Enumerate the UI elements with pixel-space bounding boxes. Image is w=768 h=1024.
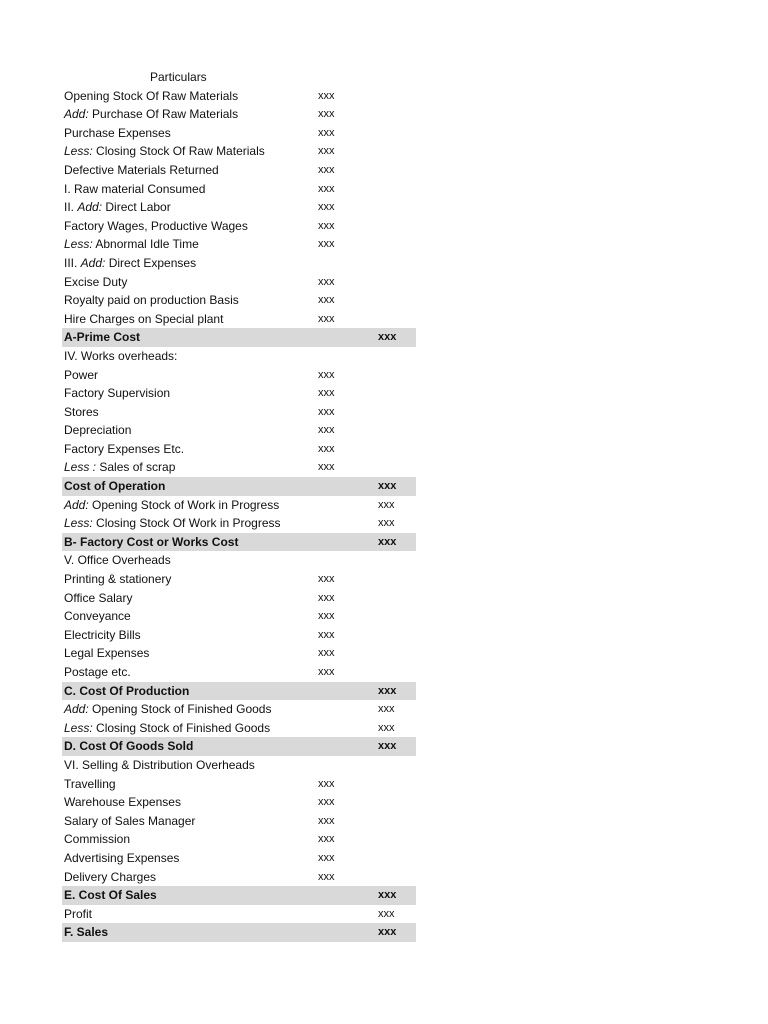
row-amount-col2: xxx — [378, 498, 395, 511]
table-row — [62, 180, 416, 199]
row-text: Purchase Of Raw Materials — [88, 107, 239, 122]
row-label — [62, 607, 318, 626]
row-label — [62, 124, 318, 143]
row-amount-col1: xxx — [318, 870, 335, 883]
row-text: III. Add: Direct Expenses — [64, 255, 197, 270]
row-label — [62, 793, 318, 812]
row-amount-col1: xxx — [318, 368, 335, 381]
row-text: Factory Supervision — [64, 386, 171, 401]
row-label — [62, 161, 318, 180]
row-amount-col1 — [318, 551, 378, 570]
row-amount-col1 — [318, 254, 378, 273]
row-amount-col1 — [318, 328, 378, 347]
row-amount-col2 — [378, 551, 416, 570]
row-text: VI. Selling & Distribution Overheads — [64, 757, 255, 772]
row-label — [62, 310, 318, 329]
row-label — [62, 477, 318, 496]
row-amount-col2: xxx — [378, 535, 397, 548]
table-row — [62, 551, 416, 570]
row-label — [62, 589, 318, 608]
table-row — [62, 756, 416, 775]
row-prefix: Less: — [64, 237, 93, 252]
row-text: Salary of Sales Manager — [64, 813, 196, 828]
table-row — [62, 124, 416, 143]
row-amount-col1 — [318, 923, 378, 942]
row-label — [62, 403, 318, 422]
row-amount-col1: xxx — [318, 219, 335, 232]
row-label — [62, 663, 318, 682]
row-amount-col2 — [378, 180, 416, 199]
row-amount-col1: xxx — [318, 461, 335, 474]
table-row — [62, 570, 416, 589]
row-amount-col2 — [378, 198, 416, 217]
row-amount-col1: xxx — [318, 312, 335, 325]
row-amount-col1 — [318, 719, 378, 738]
row-amount-col2 — [378, 254, 416, 273]
row-text: II. Add: Direct Labor — [64, 200, 171, 215]
row-text: Opening Stock of Finished Goods — [88, 702, 272, 717]
row-text: Depreciation — [64, 423, 132, 438]
row-amount-col2: xxx — [378, 907, 395, 920]
row-text: Delivery Charges — [64, 869, 157, 884]
row-amount-col1: xxx — [318, 442, 335, 455]
row-amount-col2 — [378, 626, 416, 645]
row-amount-col2 — [378, 756, 416, 775]
row-label — [62, 682, 318, 701]
row-amount-col2 — [378, 403, 416, 422]
cost-sheet-table — [62, 68, 416, 942]
row-label — [62, 273, 318, 292]
row-amount-col2 — [378, 310, 416, 329]
table-row-total — [62, 328, 416, 347]
row-amount-col2 — [378, 384, 416, 403]
row-amount-col1: xxx — [318, 145, 335, 158]
row-label — [62, 198, 318, 217]
row-amount-col1: xxx — [318, 238, 335, 251]
row-amount-col1: xxx — [318, 833, 335, 846]
row-amount-col2 — [378, 830, 416, 849]
table-row — [62, 421, 416, 440]
row-text: Royalty paid on production Basis — [64, 293, 239, 308]
table-row-total — [62, 923, 416, 942]
row-text: Office Salary — [64, 590, 133, 605]
row-label — [62, 737, 318, 756]
row-text: IV. Works overheads: — [64, 348, 178, 363]
row-prefix: Less: — [64, 720, 93, 735]
table-row — [62, 700, 416, 719]
row-text: Cost of Operation — [64, 479, 166, 494]
row-amount-col2 — [378, 849, 416, 868]
row-label — [62, 756, 318, 775]
row-amount-col1: xxx — [318, 628, 335, 641]
row-amount-col1 — [318, 700, 378, 719]
row-amount-col1: xxx — [318, 405, 335, 418]
row-amount-col1: xxx — [318, 182, 335, 195]
table-row — [62, 663, 416, 682]
table-row — [62, 440, 416, 459]
row-text: B- Factory Cost or Works Cost — [64, 534, 239, 549]
row-label — [62, 830, 318, 849]
row-amount-col2: xxx — [378, 926, 397, 939]
table-row — [62, 403, 416, 422]
row-amount-col2 — [378, 347, 416, 366]
row-amount-col2 — [378, 217, 416, 236]
row-amount-col1: xxx — [318, 814, 335, 827]
row-amount-col1: xxx — [318, 424, 335, 437]
row-text: Purchase Expenses — [64, 125, 171, 140]
row-amount-col1: xxx — [318, 387, 335, 400]
row-text: Advertising Expenses — [64, 850, 180, 865]
row-label — [62, 328, 318, 347]
row-label — [62, 533, 318, 552]
row-text: C. Cost Of Production — [64, 683, 190, 698]
table-row — [62, 849, 416, 868]
row-label — [62, 496, 318, 515]
row-amount-col1: xxx — [318, 275, 335, 288]
row-amount-col2: xxx — [378, 331, 397, 344]
row-prefix: Add: — [64, 107, 89, 122]
row-amount-col1 — [318, 514, 378, 533]
row-label — [62, 217, 318, 236]
row-amount-col2 — [378, 607, 416, 626]
row-amount-col1: xxx — [318, 610, 335, 623]
row-amount-col2: xxx — [378, 517, 395, 530]
row-label — [62, 347, 318, 366]
row-label — [62, 142, 318, 161]
row-amount-col1: xxx — [318, 666, 335, 678]
row-amount-col2 — [378, 458, 416, 477]
row-text: Opening Stock of Work in Progress — [88, 497, 280, 512]
row-amount-col1 — [318, 886, 378, 905]
table-row — [62, 458, 416, 477]
row-amount-col1 — [318, 737, 378, 756]
row-text: Electricity Bills — [64, 627, 141, 642]
row-amount-col2 — [378, 775, 416, 794]
row-label — [62, 812, 318, 831]
row-amount-col1 — [318, 477, 378, 496]
table-row-total — [62, 886, 416, 905]
row-amount-col1 — [318, 756, 378, 775]
row-text: Abnormal Idle Time — [92, 237, 199, 252]
row-label — [62, 700, 318, 719]
table-row — [62, 626, 416, 645]
row-amount-col2 — [378, 142, 416, 161]
row-label — [62, 868, 318, 887]
row-label — [62, 775, 318, 794]
row-text: I. Raw material Consumed — [64, 181, 206, 196]
row-amount-col2 — [378, 570, 416, 589]
row-prefix: Less: — [64, 516, 93, 531]
row-amount-col1 — [318, 905, 378, 924]
row-amount-col2 — [378, 273, 416, 292]
row-text: Profit — [64, 906, 93, 921]
table-row — [62, 366, 416, 385]
row-amount-col2 — [378, 291, 416, 310]
row-amount-col1: xxx — [318, 573, 335, 586]
row-label — [62, 105, 318, 124]
table-body — [62, 87, 416, 942]
row-amount-col1 — [318, 496, 378, 515]
table-row — [62, 830, 416, 849]
row-amount-col1: xxx — [318, 851, 335, 864]
row-amount-col1: xxx — [318, 591, 335, 604]
row-text: D. Cost Of Goods Sold — [64, 739, 194, 754]
row-text: Travelling — [64, 776, 116, 791]
row-text: Closing Stock Of Work in Progress — [92, 516, 281, 531]
table-row — [62, 235, 416, 254]
row-label — [62, 905, 318, 924]
table-row — [62, 105, 416, 124]
row-amount-col1: xxx — [318, 777, 335, 790]
row-label — [62, 366, 318, 385]
row-amount-col2 — [378, 161, 416, 180]
row-amount-col2 — [378, 366, 416, 385]
row-amount-col1: xxx — [318, 163, 335, 176]
table-row — [62, 217, 416, 236]
row-prefix: Add: — [64, 702, 89, 717]
row-label — [62, 626, 318, 645]
row-text: Commission — [64, 832, 131, 847]
row-text: Closing Stock Of Raw Materials — [92, 144, 265, 159]
row-text: Legal Expenses — [64, 646, 150, 661]
row-amount-col2: xxx — [378, 480, 397, 493]
row-prefix: Add: — [64, 497, 89, 512]
row-text: Defective Materials Returned — [64, 162, 219, 177]
row-text: Factory Wages, Productive Wages — [64, 218, 248, 233]
row-text: Sales of scrap — [96, 460, 176, 475]
row-text: Factory Expenses Etc. — [64, 441, 185, 456]
row-amount-col1 — [318, 533, 378, 552]
table-row — [62, 496, 416, 515]
row-amount-col2 — [378, 663, 416, 682]
row-text: Printing & stationery — [64, 572, 172, 587]
table-row — [62, 87, 416, 106]
row-label — [62, 235, 318, 254]
row-amount-col2: xxx — [378, 889, 397, 902]
table-row — [62, 291, 416, 310]
row-amount-col1: xxx — [318, 108, 335, 121]
row-label — [62, 440, 318, 459]
row-amount-col2 — [378, 440, 416, 459]
table-row — [62, 161, 416, 180]
table-row-total — [62, 682, 416, 701]
row-text: Hire Charges on Special plant — [64, 311, 224, 326]
row-amount-col2 — [378, 812, 416, 831]
row-text: Power — [64, 367, 99, 382]
row-label — [62, 87, 318, 106]
row-amount-col1: xxx — [318, 126, 335, 139]
row-amount-col2 — [378, 868, 416, 887]
row-label — [62, 291, 318, 310]
table-row — [62, 273, 416, 292]
row-amount-col2 — [378, 589, 416, 608]
row-label — [62, 254, 318, 273]
row-amount-col1 — [318, 682, 378, 701]
row-amount-col2: xxx — [378, 721, 395, 734]
table-row — [62, 644, 416, 663]
row-amount-col2 — [378, 421, 416, 440]
table-row — [62, 719, 416, 738]
table-row — [62, 514, 416, 533]
row-amount-col1: xxx — [318, 89, 335, 102]
row-amount-col1 — [318, 347, 378, 366]
row-text: Postage etc. — [64, 665, 131, 679]
row-label — [62, 719, 318, 738]
table-row — [62, 254, 416, 273]
row-label — [62, 458, 318, 477]
row-text: Stores — [64, 404, 99, 419]
table-row — [62, 775, 416, 794]
row-amount-col1: xxx — [318, 201, 335, 214]
row-text: Conveyance — [64, 609, 131, 624]
table-row-total — [62, 477, 416, 496]
table-row — [62, 142, 416, 161]
row-amount-col2 — [378, 87, 416, 106]
row-label — [62, 923, 318, 942]
row-label — [62, 180, 318, 199]
table-header-particulars: Particulars — [150, 70, 207, 84]
row-amount-col2 — [378, 644, 416, 663]
row-prefix: Less: — [64, 144, 93, 159]
row-text: E. Cost Of Sales — [64, 888, 157, 903]
row-label — [62, 421, 318, 440]
table-row — [62, 384, 416, 403]
row-amount-col1: xxx — [318, 796, 335, 809]
row-amount-col2: xxx — [378, 740, 397, 753]
row-amount-col2 — [378, 124, 416, 143]
row-label — [62, 886, 318, 905]
row-text: Warehouse Expenses — [64, 795, 181, 810]
row-amount-col2: xxx — [378, 684, 397, 697]
table-row-total — [62, 533, 416, 552]
table-row — [62, 868, 416, 887]
table-row — [62, 347, 416, 366]
table-row — [62, 589, 416, 608]
row-text: Excise Duty — [64, 274, 128, 289]
row-prefix: Less : — [64, 460, 97, 475]
row-label — [62, 551, 318, 570]
row-text: F. Sales — [64, 925, 109, 940]
table-row-total — [62, 737, 416, 756]
table-row — [62, 607, 416, 626]
row-amount-col1: xxx — [318, 647, 335, 660]
table-row — [62, 793, 416, 812]
table-row — [62, 905, 416, 924]
row-amount-col2 — [378, 793, 416, 812]
row-label — [62, 849, 318, 868]
row-amount-col2 — [378, 105, 416, 124]
row-text: A-Prime Cost — [64, 330, 141, 345]
row-amount-col2 — [378, 235, 416, 254]
table-row — [62, 198, 416, 217]
row-amount-col2: xxx — [378, 703, 395, 716]
table-row — [62, 310, 416, 329]
row-text: Opening Stock Of Raw Materials — [64, 88, 239, 103]
row-amount-col1: xxx — [318, 294, 335, 307]
row-label — [62, 570, 318, 589]
row-label — [62, 384, 318, 403]
row-label — [62, 644, 318, 663]
row-text: Closing Stock of Finished Goods — [92, 720, 271, 735]
row-text: V. Office Overheads — [64, 553, 171, 568]
table-row — [62, 812, 416, 831]
row-label — [62, 514, 318, 533]
